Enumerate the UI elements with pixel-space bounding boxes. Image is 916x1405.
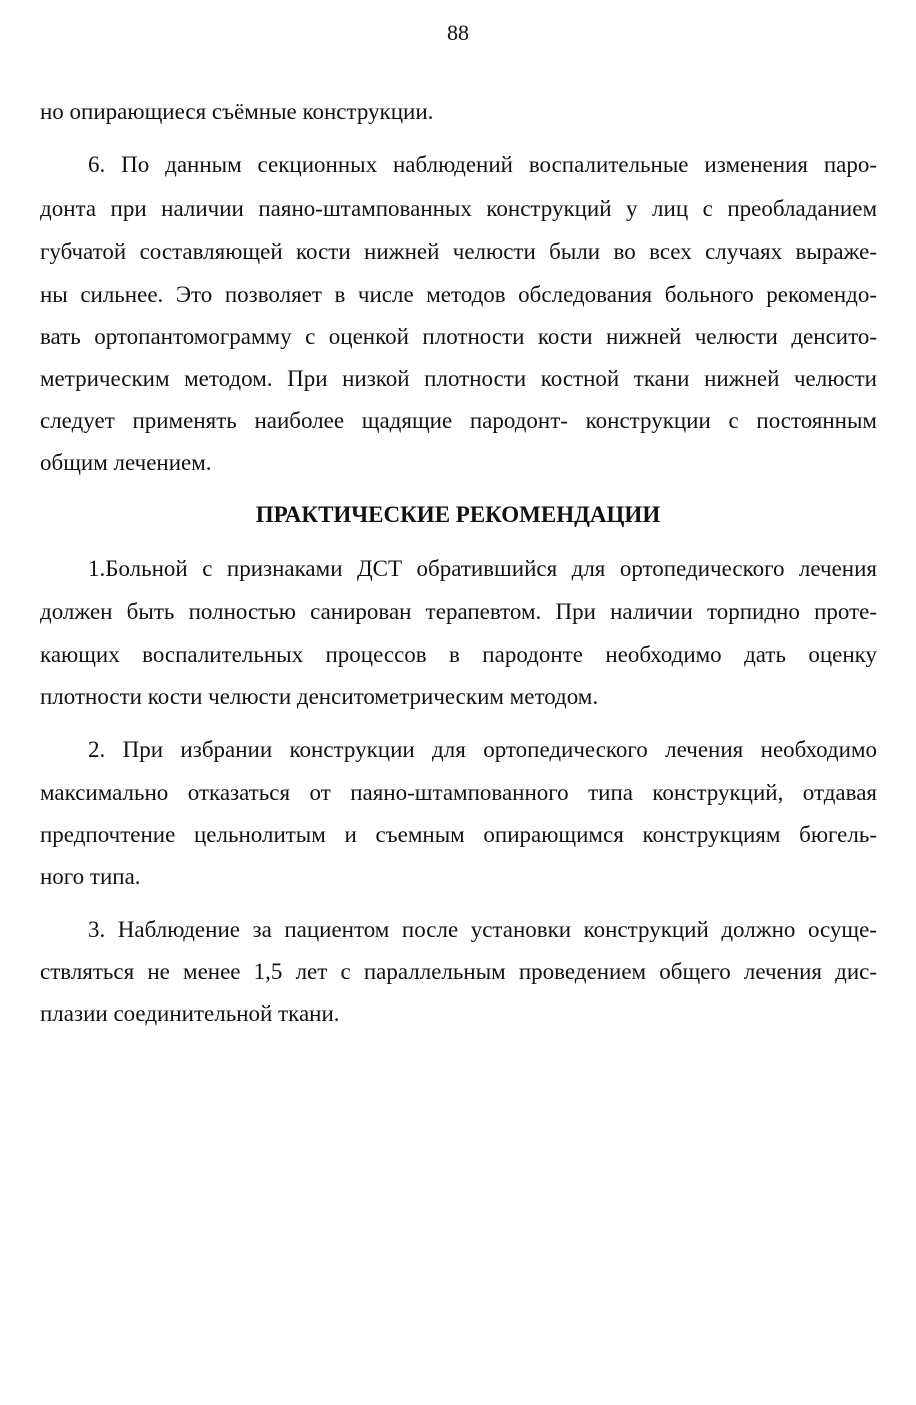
page-number: 88 [447,20,469,45]
text-line: плотности кости челюсти денситометрическим методом. [40,684,599,709]
text-line: максимально отказаться от паяно-штампованного типа конструкций, отдавая [40,780,877,805]
text-line: вать ортопантомограмму с оценкой плотности кости нижней челюсти денсито- [40,324,877,349]
text-line: ного типа. [40,864,141,889]
text-line: 1.Больной с признаками ДСТ обратившийся для ортопедического лечения [88,556,877,581]
text-line: но опирающиеся съёмные конструкции. [40,99,434,124]
section-heading: ПРАКТИЧЕСКИЕ РЕКОМЕНДАЦИИ [255,502,661,527]
text-line: 6. По данным секционных наблюдений воспалительные изменения паро- [88,152,877,177]
text-line: следует применять наиболее щадящие пародонт- конструкции с постоянным [40,408,877,433]
text-line: 2. При избрании конструкции для ортопедического лечения необходимо [88,737,877,762]
text-line: метрическим методом. При низкой плотности костной ткани нижней челюсти [40,366,877,391]
text-line: кающих воспалительных процессов в пародонте необходимо дать оценку [40,642,877,667]
text-line: ны сильнее. Это позволяет в числе методов обследования больного рекомендо- [40,282,877,307]
text-line: губчатой составляющей кости нижней челюсти были во всех случаях выраже- [40,239,877,264]
text-line: предпочтение цельнолитым и съемным опирающимся конструкциям бюгель- [40,822,877,847]
text-line: донта при наличии паяно-штампованных конструкций у лиц с преобладанием [40,196,877,221]
text-line: общим лечением. [40,450,212,475]
text-line: 3. Наблюдение за пациентом после установки конструкций должно осуще- [88,917,877,942]
text-line: должен быть полностью санирован терапевтом. При наличии торпидно проте- [40,599,877,624]
text-line: плазии соединительной ткани. [40,1001,340,1026]
text-line: ствляться не менее 1,5 лет с параллельным проведением общего лечения дис- [40,959,877,984]
